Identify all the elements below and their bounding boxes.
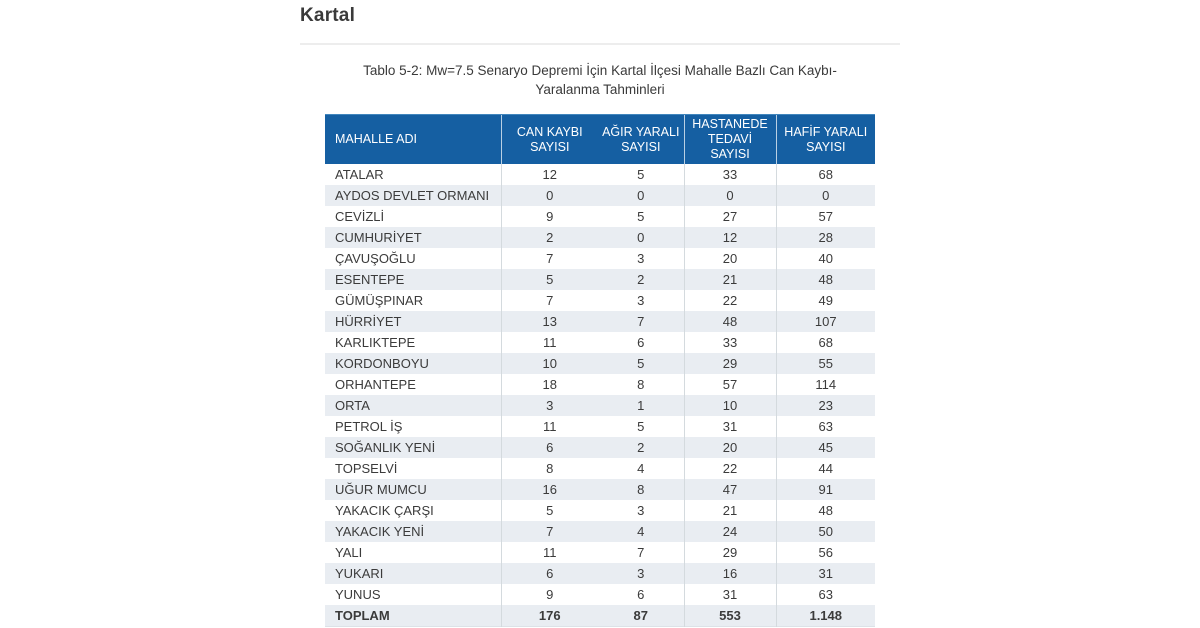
col-hafif-yarali-sayisi: HAFİF YARALI SAYISI	[776, 115, 875, 165]
neighborhood-name: ESENTEPE	[335, 272, 405, 287]
neighborhood-name: YUKARI	[335, 566, 384, 581]
casualty-table	[325, 114, 875, 627]
value-cell: 63	[776, 584, 875, 605]
value-cell: 11	[501, 416, 598, 437]
col-agir-yarali-sayisi: AĞIR YARALI SAYISI	[598, 115, 684, 165]
table-row	[325, 437, 875, 458]
value-cell: 3	[637, 293, 645, 308]
value-cell: 2	[637, 272, 645, 287]
value-cell: 29	[684, 542, 776, 563]
value-cell: 0	[637, 188, 645, 203]
neighborhood-name: KORDONBOYU	[335, 356, 429, 371]
content-column	[300, 0, 900, 627]
value-cell: 27	[684, 206, 776, 227]
value-cell: 7	[637, 545, 645, 560]
neighborhood-name: YALI	[335, 545, 363, 560]
table-body	[325, 164, 875, 626]
neighborhood-name: GÜMÜŞPINAR	[335, 293, 424, 308]
value-cell: 0	[776, 185, 875, 206]
value-cell: 5	[637, 209, 645, 224]
table-row	[325, 458, 875, 479]
table-row	[325, 374, 875, 395]
value-cell: 6	[637, 587, 645, 602]
value-cell: 21	[684, 500, 776, 521]
value-cell: 3	[637, 251, 645, 266]
table-caption	[300, 61, 900, 99]
value-cell: 2	[501, 227, 598, 248]
value-cell: 20	[684, 437, 776, 458]
value-cell: 28	[776, 227, 875, 248]
value-cell: 68	[776, 332, 875, 353]
value-cell: 10	[501, 353, 598, 374]
value-cell: 3	[501, 395, 598, 416]
table-caption-line2: Yaralanma Tahminleri	[535, 82, 665, 97]
table-row	[325, 248, 875, 269]
col-can-kaybi-sayisi: CAN KAYBI SAYISI	[501, 115, 598, 165]
table-row	[325, 479, 875, 500]
col-mahalle-adi: MAHALLE ADI	[325, 115, 501, 165]
value-cell: 1.148	[776, 605, 875, 626]
value-cell: 12	[501, 164, 598, 185]
value-cell: 22	[684, 290, 776, 311]
header-row	[325, 115, 875, 165]
table-row	[325, 206, 875, 227]
neighborhood-name: ATALAR	[335, 167, 384, 182]
value-cell: 8	[637, 482, 645, 497]
value-cell: 107	[776, 311, 875, 332]
value-cell: 44	[776, 458, 875, 479]
value-cell: 13	[501, 311, 598, 332]
value-cell: 12	[684, 227, 776, 248]
value-cell: 9	[501, 584, 598, 605]
value-cell: 1	[637, 398, 645, 413]
value-cell: 20	[684, 248, 776, 269]
value-cell: 8	[501, 458, 598, 479]
value-cell: 23	[776, 395, 875, 416]
value-cell: 56	[776, 542, 875, 563]
table-header	[325, 115, 875, 165]
table-row	[325, 311, 875, 332]
value-cell: 10	[684, 395, 776, 416]
neighborhood-name: ORTA	[335, 398, 370, 413]
neighborhood-name: ÇAVUŞOĞLU	[335, 251, 416, 266]
page-title: Kartal	[300, 5, 356, 26]
table-row	[325, 185, 875, 206]
table-row	[325, 584, 875, 605]
neighborhood-name: CUMHURİYET	[335, 230, 422, 245]
value-cell: 31	[684, 416, 776, 437]
value-cell: 16	[501, 479, 598, 500]
value-cell: 45	[776, 437, 875, 458]
table-row	[325, 227, 875, 248]
table-caption-line1: Tablo 5-2: Mw=7.5 Senaryo Depremi İçin Kartal İlçesi Mahalle Bazlı Can Kaybı-	[363, 63, 837, 78]
value-cell: 50	[776, 521, 875, 542]
value-cell: 3	[637, 566, 645, 581]
table-row	[325, 563, 875, 584]
value-cell: 48	[684, 311, 776, 332]
neighborhood-name: SOĞANLIK YENİ	[335, 440, 436, 455]
value-cell: 9	[501, 206, 598, 227]
neighborhood-name: YAKACIK YENİ	[335, 524, 425, 539]
value-cell: 11	[501, 332, 598, 353]
col-hastanede-tedavi-sayisi: HASTANEDE TEDAVİ SAYISI	[684, 115, 776, 165]
value-cell: 68	[776, 164, 875, 185]
value-cell: 16	[684, 563, 776, 584]
neighborhood-name: ORHANTEPE	[335, 377, 416, 392]
value-cell: 29	[684, 353, 776, 374]
value-cell: 5	[637, 167, 645, 182]
value-cell: 4	[637, 461, 645, 476]
table-row	[325, 164, 875, 185]
horizontal-divider	[300, 43, 900, 45]
value-cell: 57	[684, 374, 776, 395]
value-cell: 5	[501, 500, 598, 521]
table-row	[325, 353, 875, 374]
value-cell: 0	[501, 185, 598, 206]
value-cell: 47	[684, 479, 776, 500]
value-cell: 7	[501, 248, 598, 269]
value-cell: 4	[637, 524, 645, 539]
value-cell: 33	[684, 332, 776, 353]
value-cell: 18	[501, 374, 598, 395]
value-cell: 553	[684, 605, 776, 626]
value-cell: 7	[501, 521, 598, 542]
neighborhood-name: HÜRRİYET	[335, 314, 402, 329]
neighborhood-name: UĞUR MUMCU	[335, 482, 427, 497]
total-row	[325, 605, 875, 626]
value-cell: 21	[684, 269, 776, 290]
value-cell: 6	[501, 563, 598, 584]
value-cell: 87	[633, 607, 648, 623]
value-cell: 48	[776, 500, 875, 521]
table-row	[325, 542, 875, 563]
neighborhood-name: YAKACIK ÇARŞI	[335, 503, 434, 518]
value-cell: 31	[684, 584, 776, 605]
value-cell: 57	[776, 206, 875, 227]
value-cell: 6	[501, 437, 598, 458]
value-cell: 48	[776, 269, 875, 290]
value-cell: 8	[637, 377, 645, 392]
total-label: TOPLAM	[335, 607, 390, 623]
value-cell: 6	[637, 335, 645, 350]
value-cell: 91	[776, 479, 875, 500]
value-cell: 5	[501, 269, 598, 290]
value-cell: 5	[637, 419, 645, 434]
table-row	[325, 395, 875, 416]
table-row	[325, 416, 875, 437]
value-cell: 11	[501, 542, 598, 563]
value-cell: 0	[637, 230, 645, 245]
value-cell: 2	[637, 440, 645, 455]
value-cell: 31	[776, 563, 875, 584]
neighborhood-name: PETROL İŞ	[335, 419, 403, 434]
value-cell: 0	[684, 185, 776, 206]
value-cell: 40	[776, 248, 875, 269]
table-row	[325, 332, 875, 353]
value-cell: 114	[776, 374, 875, 395]
table-row	[325, 269, 875, 290]
table-row	[325, 521, 875, 542]
neighborhood-name: AYDOS DEVLET ORMANI	[335, 188, 490, 203]
neighborhood-name: CEVİZLİ	[335, 209, 385, 224]
value-cell: 5	[637, 356, 645, 371]
neighborhood-name: KARLIKTEPE	[335, 335, 416, 350]
table-row	[325, 500, 875, 521]
value-cell: 176	[501, 605, 598, 626]
value-cell: 3	[637, 503, 645, 518]
value-cell: 7	[501, 290, 598, 311]
value-cell: 63	[776, 416, 875, 437]
neighborhood-name: TOPSELVİ	[335, 461, 398, 476]
value-cell: 55	[776, 353, 875, 374]
table-row	[325, 290, 875, 311]
value-cell: 7	[637, 314, 645, 329]
value-cell: 49	[776, 290, 875, 311]
value-cell: 24	[684, 521, 776, 542]
neighborhood-name: YUNUS	[335, 587, 381, 602]
value-cell: 22	[684, 458, 776, 479]
value-cell: 33	[684, 164, 776, 185]
